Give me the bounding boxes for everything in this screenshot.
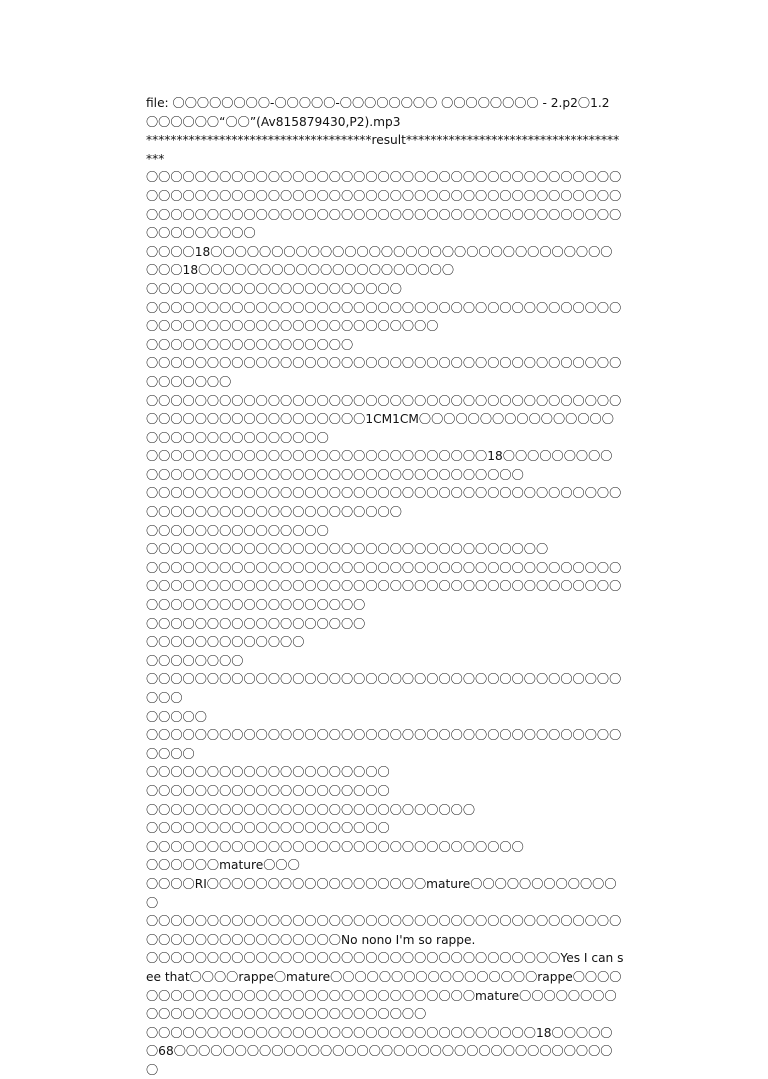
transcript-line-11: 〇〇〇〇〇〇〇〇〇〇〇〇〇〇〇〇〇〇〇〇〇〇〇〇〇〇〇〇〇〇〇〇〇 bbox=[146, 542, 549, 557]
transcript-line-6: 〇〇〇〇〇〇〇〇〇〇〇〇〇〇〇〇〇〇〇〇〇〇〇〇〇〇〇〇〇〇〇〇〇〇〇〇〇〇〇〇〇〇〇〇〇〇 bbox=[146, 356, 622, 389]
transcript-line-16: 〇〇〇〇〇〇〇〇〇〇〇〇〇〇〇〇〇〇〇〇〇〇〇〇〇〇〇〇〇〇〇〇〇〇〇〇〇〇〇〇〇〇 bbox=[146, 672, 622, 705]
transcript-line-2: 〇〇〇〇18〇〇〇〇〇〇〇〇〇〇〇〇〇〇〇〇〇〇〇〇〇〇〇〇〇〇〇〇〇〇〇〇〇〇〇〇18〇〇〇〇〇〇〇〇〇〇〇〇〇〇〇〇〇〇〇〇〇 bbox=[146, 244, 613, 278]
transcript-line-19: 〇〇〇〇〇〇〇〇〇〇〇〇〇〇〇〇〇〇〇〇 bbox=[146, 765, 390, 780]
transcript-line-8: 〇〇〇〇〇〇〇〇〇〇〇〇〇〇〇〇〇〇〇〇〇〇〇〇〇〇〇〇18〇〇〇〇〇〇〇〇〇〇〇〇〇〇〇〇〇〇〇〇〇〇〇〇〇〇〇〇〇〇〇〇〇〇〇〇〇〇〇〇 bbox=[146, 449, 613, 482]
transcript-line-24: 〇〇〇〇〇〇mature〇〇〇 bbox=[146, 858, 300, 873]
transcript-line-27: 〇〇〇〇〇〇〇〇〇〇〇〇〇〇〇〇〇〇〇〇〇〇〇〇〇〇〇〇〇〇〇〇〇〇Yes I can see that〇〇〇〇rappe〇mature〇〇〇〇〇〇〇〇〇〇〇〇〇〇〇〇〇rappe〇〇〇〇〇〇〇〇〇〇〇〇〇〇〇〇〇〇〇〇〇〇〇〇〇〇〇〇〇〇〇mature〇〇〇〇〇〇〇〇〇〇〇〇〇〇〇〇〇〇〇〇〇〇〇〇〇〇〇〇〇〇〇 bbox=[146, 951, 624, 1022]
transcript-line-5: 〇〇〇〇〇〇〇〇〇〇〇〇〇〇〇〇〇 bbox=[146, 337, 354, 352]
transcript-line-26: 〇〇〇〇〇〇〇〇〇〇〇〇〇〇〇〇〇〇〇〇〇〇〇〇〇〇〇〇〇〇〇〇〇〇〇〇〇〇〇〇〇〇〇〇〇〇〇〇〇〇〇〇〇〇〇No nono I'm so rappe. bbox=[146, 914, 622, 947]
transcript-line-14: 〇〇〇〇〇〇〇〇〇〇〇〇〇 bbox=[146, 635, 305, 650]
transcript-line-10: 〇〇〇〇〇〇〇〇〇〇〇〇〇〇〇 bbox=[146, 523, 329, 538]
transcript-line-4: 〇〇〇〇〇〇〇〇〇〇〇〇〇〇〇〇〇〇〇〇〇〇〇〇〇〇〇〇〇〇〇〇〇〇〇〇〇〇〇〇〇〇〇〇〇〇〇〇〇〇〇〇〇〇〇〇〇〇〇〇〇〇〇 bbox=[146, 300, 622, 334]
result-separator: *************************************result************************************** bbox=[146, 133, 620, 166]
transcript-line-21: 〇〇〇〇〇〇〇〇〇〇〇〇〇〇〇〇〇〇〇〇〇〇〇〇〇〇〇 bbox=[146, 802, 476, 817]
transcript-line-23: 〇〇〇〇〇〇〇〇〇〇〇〇〇〇〇〇〇〇〇〇〇〇〇〇〇〇〇〇〇〇〇 bbox=[146, 839, 524, 854]
transcript-line-9: 〇〇〇〇〇〇〇〇〇〇〇〇〇〇〇〇〇〇〇〇〇〇〇〇〇〇〇〇〇〇〇〇〇〇〇〇〇〇〇〇〇〇〇〇〇〇〇〇〇〇〇〇〇〇〇〇〇〇〇〇 bbox=[146, 486, 622, 520]
transcript-line-18: 〇〇〇〇〇〇〇〇〇〇〇〇〇〇〇〇〇〇〇〇〇〇〇〇〇〇〇〇〇〇〇〇〇〇〇〇〇〇〇〇〇〇〇 bbox=[146, 728, 622, 761]
transcript-line-3: 〇〇〇〇〇〇〇〇〇〇〇〇〇〇〇〇〇〇〇〇〇 bbox=[146, 281, 402, 296]
transcript-line-1: 〇〇〇〇〇〇〇〇〇〇〇〇〇〇〇〇〇〇〇〇〇〇〇〇〇〇〇〇〇〇〇〇〇〇〇〇〇〇〇〇〇〇〇〇〇〇〇〇〇〇〇〇〇〇〇〇〇〇〇〇〇〇〇〇〇〇〇〇〇〇〇〇〇〇〇〇〇〇〇〇〇〇〇〇〇〇〇〇〇〇〇〇〇〇〇〇〇〇〇〇〇〇〇〇〇〇〇〇〇〇〇〇〇〇〇〇〇〇〇〇〇〇〇〇〇〇 bbox=[146, 170, 622, 241]
transcript-line-7: 〇〇〇〇〇〇〇〇〇〇〇〇〇〇〇〇〇〇〇〇〇〇〇〇〇〇〇〇〇〇〇〇〇〇〇〇〇〇〇〇〇〇〇〇〇〇〇〇〇〇〇〇〇〇〇〇〇1CM1CM〇〇〇〇〇〇〇〇〇〇〇〇〇〇〇〇〇〇〇〇〇〇〇〇〇〇〇〇〇〇〇 bbox=[146, 393, 622, 445]
transcript-line-25: 〇〇〇〇RI〇〇〇〇〇〇〇〇〇〇〇〇〇〇〇〇〇〇mature〇〇〇〇〇〇〇〇〇〇〇〇〇 bbox=[146, 876, 617, 910]
transcript-line-28: 〇〇〇〇〇〇〇〇〇〇〇〇〇〇〇〇〇〇〇〇〇〇〇〇〇〇〇〇〇〇〇〇18〇〇〇〇〇〇68〇〇〇〇〇〇〇〇〇〇〇〇〇〇〇〇〇〇〇〇〇〇〇〇〇〇〇〇〇〇〇〇〇〇〇〇〇 bbox=[146, 1025, 613, 1077]
transcript-line-13: 〇〇〇〇〇〇〇〇〇〇〇〇〇〇〇〇〇〇 bbox=[146, 616, 366, 631]
transcript-line-17: 〇〇〇〇〇 bbox=[146, 709, 207, 724]
transcript-line-12: 〇〇〇〇〇〇〇〇〇〇〇〇〇〇〇〇〇〇〇〇〇〇〇〇〇〇〇〇〇〇〇〇〇〇〇〇〇〇〇〇〇〇〇〇〇〇〇〇〇〇〇〇〇〇〇〇〇〇〇〇〇〇〇〇〇〇〇〇〇〇〇〇〇〇〇〇〇〇〇〇〇〇〇〇〇〇〇〇〇〇〇〇〇〇〇〇 bbox=[146, 560, 622, 613]
transcript-document bbox=[146, 94, 624, 1079]
transcript-line-20: 〇〇〇〇〇〇〇〇〇〇〇〇〇〇〇〇〇〇〇〇 bbox=[146, 783, 390, 798]
transcript-line-15: 〇〇〇〇〇〇〇〇 bbox=[146, 653, 244, 668]
file-header: file: 〇〇〇〇〇〇〇〇-〇〇〇〇〇-〇〇〇〇〇〇〇〇 〇〇〇〇〇〇〇〇 - 2.p2〇1.2 〇〇〇〇〇〇“〇〇”(Av815879430,P2).mp3 bbox=[146, 96, 610, 129]
transcript-line-22: 〇〇〇〇〇〇〇〇〇〇〇〇〇〇〇〇〇〇〇〇 bbox=[146, 821, 390, 836]
